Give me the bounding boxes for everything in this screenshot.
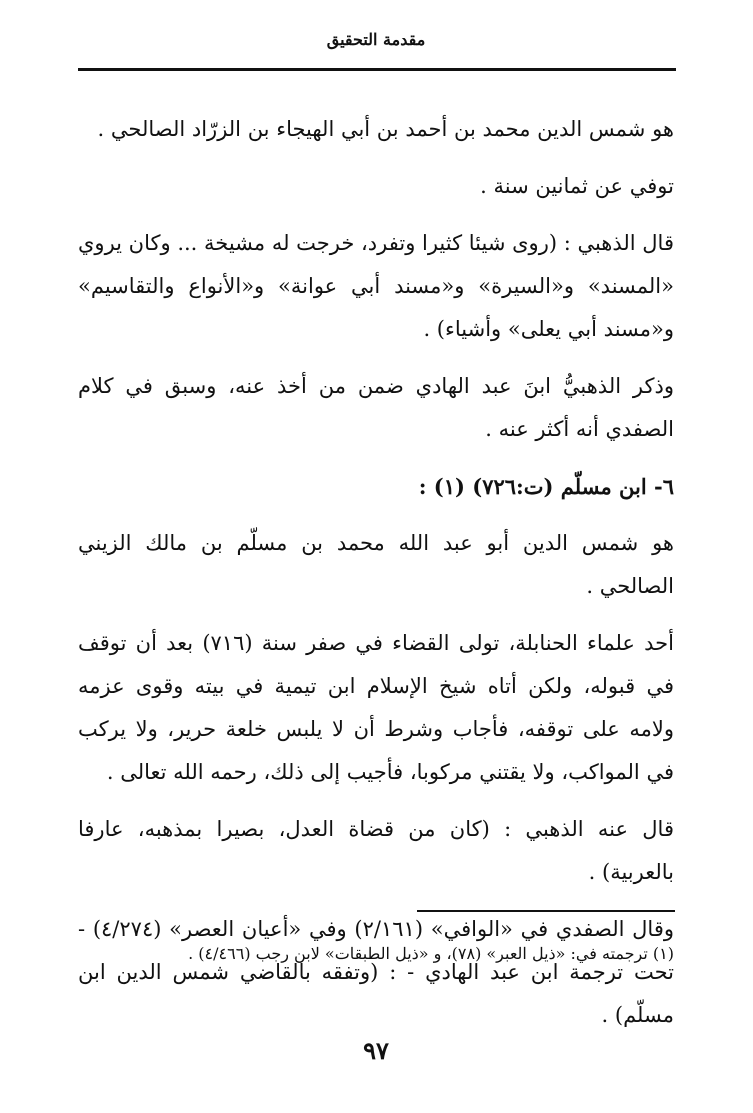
paragraph: هو شمس الدين أبو عبد الله محمد بن مسلّم بن مالك الزيني الصالحي . bbox=[78, 531, 674, 598]
section-heading: ٦- ابن مسلّم (ت:٧٢٦) (١) : bbox=[418, 474, 674, 499]
paragraph: هو شمس الدين محمد بن أحمد بن أبي الهيجاء بن الزرّاد الصالحي . bbox=[97, 117, 674, 141]
footnote: (١) ترجمته في: «ذيل العبر» (٧٨)، و «ذيل الطبقات» لابن رجب (٤/٤٦٦) . bbox=[188, 944, 674, 963]
paragraph: قال الذهبي : (روى شيئا كثيرا وتفرد، خرجت له مشيخة ... وكان يروي «المسند» و«السيرة» و«مسند أبي عوانة» و«الأنواع والتقاسيم» و«مسند أبي يعلى» وأشياء) . bbox=[78, 231, 674, 341]
running-title: مقدمة التحقيق bbox=[326, 30, 426, 49]
footnote-rule bbox=[417, 910, 675, 912]
paragraph: قال عنه الذهبي : (كان من قضاة العدل، بصيرا بمذهبه، عارفا بالعربية) . bbox=[78, 817, 674, 884]
paragraph: أحد علماء الحنابلة، تولى القضاء في صفر سنة (٧١٦) بعد أن توقف في قبوله، ولكن أتاه شيخ الإسلام ابن تيمية في بيته وقوى عزمه ولامه على توقفه، فأجاب وشرط أن لا يلبس خلعة حرير، ولا يركب في المواكب، ولا يقتني مركوبا، فأجيب إلى ذلك، رحمه الله تعالى . bbox=[78, 631, 674, 784]
paragraph: توفي عن ثمانين سنة . bbox=[480, 174, 674, 198]
header-rule bbox=[78, 68, 676, 71]
paragraph: وقال الصفدي في «الوافي» (٢/١٦١) وفي «أعيان العصر» (٤/٢٧٤) - تحت ترجمة ابن عبد الهادي - : (وتفقه بالقاضي شمس الدين ابن مسلّم) . bbox=[78, 917, 675, 1027]
page-number: ٩٧ bbox=[363, 1036, 389, 1065]
paragraph: وذكر الذهبيُّ ابنَ عبد الهادي ضمن من أخذ عنه، وسبق في كلام الصفدي أنه أكثر عنه . bbox=[78, 374, 674, 441]
